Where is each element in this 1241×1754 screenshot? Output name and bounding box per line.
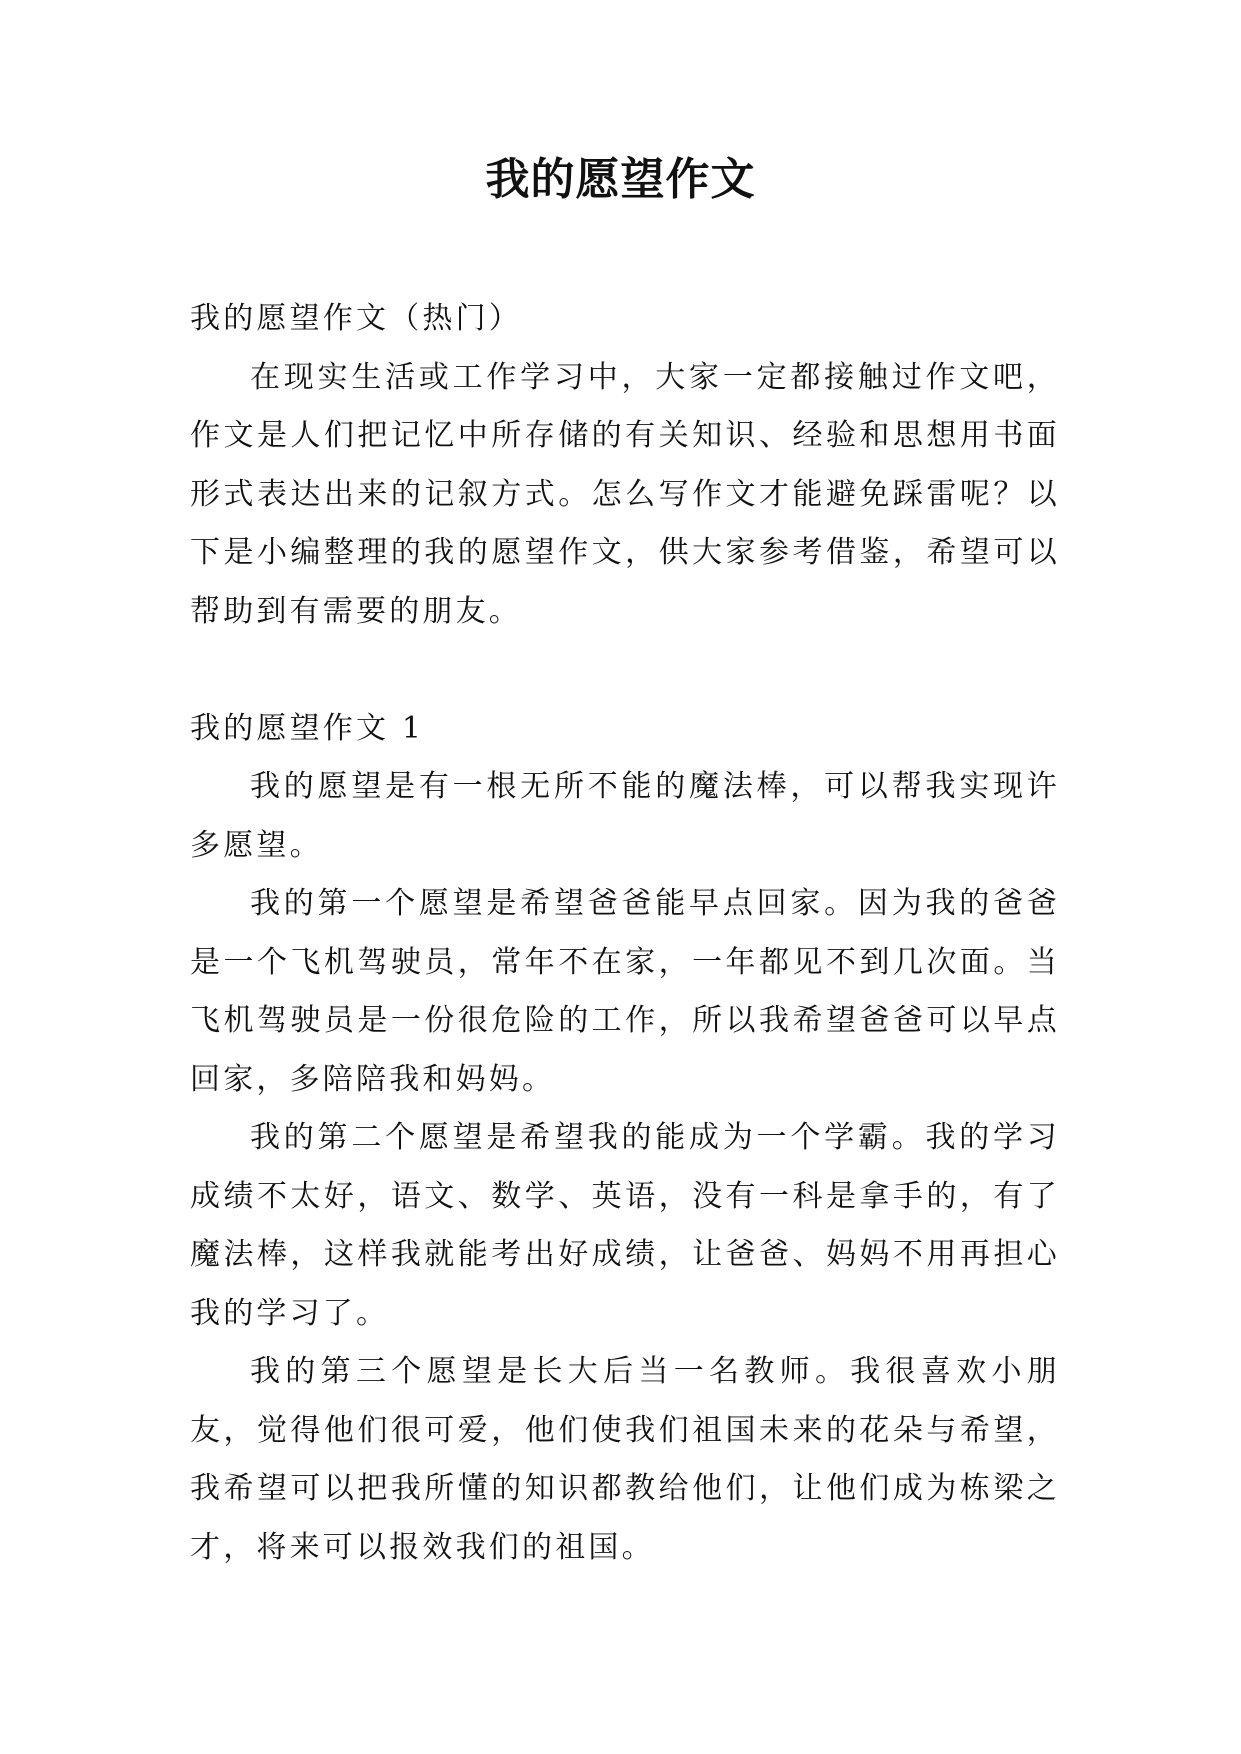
- document-title: 我的愿望作文: [485, 154, 756, 205]
- intro-paragraph: 在现实生活或工作学习中，大家一定都接触过作文吧，作文是人们把记忆中所存储的有关知识、经验和思想用书面形式表达出来的记叙方式。怎么写作文才能避免踩雷呢？以下是小编整理的我的愿望作文，供大家参考借鉴，希望可以帮助到有需要的朋友。: [190, 359, 1060, 629]
- essay1-paragraph-3: 我的第二个愿望是希望我的能成为一个学霸。我的学习成绩不太好，语文、数学、英语，没有一科是拿手的，有了魔法棒，这样我就能考出好成绩，让爸爸、妈妈不用再担心我的学习了。: [190, 1120, 1060, 1331]
- section-spacer: [190, 641, 1060, 700]
- essay1-paragraph-1: 我的愿望是有一根无所不能的魔法棒，可以帮我实现许多愿望。: [190, 769, 1060, 863]
- document-body: [190, 290, 1060, 1577]
- essay1-paragraph-2: 我的第一个愿望是希望爸爸能早点回家。因为我的爸爸是一个飞机驾驶员，常年不在家，一年都见不到几次面。当飞机驾驶员是一份很危险的工作，所以我希望爸爸可以早点回家，多陪陪我和妈妈。: [190, 886, 1060, 1097]
- essay1-heading: 我的愿望作文 1: [190, 710, 425, 746]
- essay1-paragraph-4: 我的第三个愿望是长大后当一名教师。我很喜欢小朋友，觉得他们很可爱，他们使我们祖国未来的花朵与希望，我希望可以把我所懂的知识都教给他们，让他们成为栋梁之才，将来可以报效我们的祖国。: [190, 1354, 1060, 1565]
- intro-heading: 我的愿望作文（热门）: [190, 301, 522, 336]
